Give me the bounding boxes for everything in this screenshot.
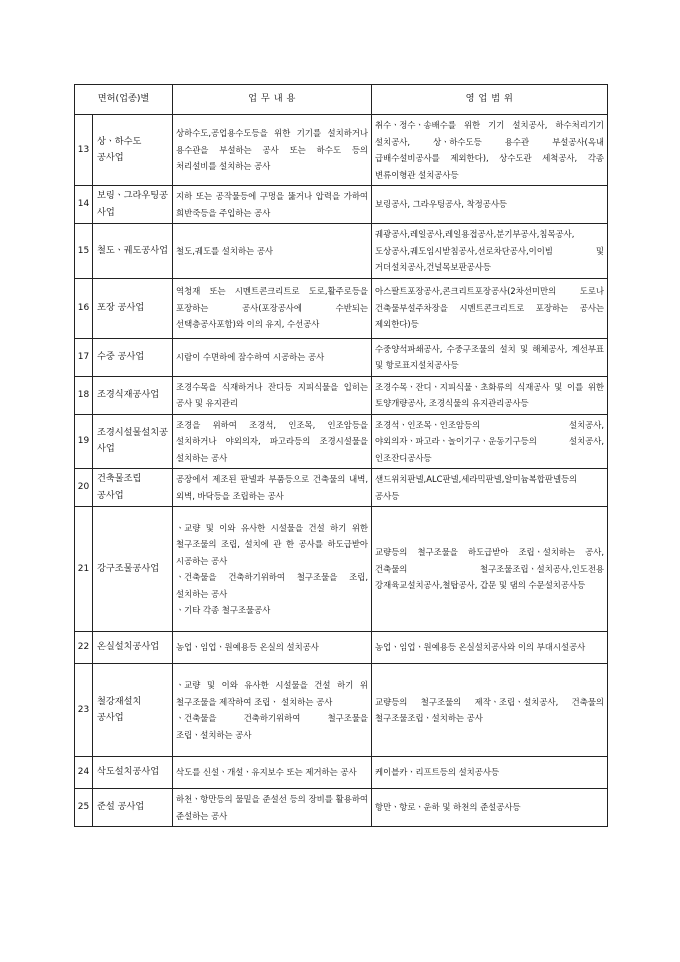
work-content-item: ㆍ건축물을 건축하기위하여 철구조물을 조립, 설치하는 공사: [176, 572, 369, 599]
business-scope-cell: 아스팔트포장공사,콘크리트포장공사(2차선미만의 도로나 건축물부설주차장을 시멘트콘크리트로 포장하는 공사는 제외한다)등: [372, 278, 608, 338]
table-row: [75, 115, 608, 186]
work-content-cell: [173, 186, 372, 224]
license-name: 준설 공사업: [93, 789, 173, 827]
license-table-sheet: [74, 84, 607, 827]
table-row: [75, 224, 608, 279]
license-name: 보링ㆍ그라우팅공사업: [93, 186, 173, 224]
table-row: [75, 789, 608, 827]
table-row: [75, 469, 608, 507]
header-license-type: 면허(업종)별: [75, 85, 173, 115]
row-number: 19: [75, 414, 93, 469]
table-body: [75, 115, 608, 827]
table-row: [75, 664, 608, 757]
business-scope-cell: 샌드위치판넬,ALC판넬,세라믹판넬,알미늄복합판넬등의 공사등: [372, 469, 608, 507]
work-content-item: 조경수목을 식재하거나 잔디등 지피식물을 입히는 공사 및 유지관리: [176, 381, 369, 408]
license-name: 수중 공사업: [93, 338, 173, 376]
row-number: 24: [75, 757, 93, 789]
business-scope-cell: 조경석ㆍ인조목ㆍ인조암등의 설치공사, 야외의자ㆍ파고라ㆍ놀이기구ㆍ운동기구등의 설치공사, 인조잔디공사등: [372, 414, 608, 469]
row-number: 20: [75, 469, 93, 507]
license-name: 삭도설치공사업: [93, 757, 173, 789]
business-scope-cell: 케이블카ㆍ리프트등의 설치공사등: [372, 757, 608, 789]
work-content-item: 지하 또는 공작물등에 구멍을 뚫거나 압력을 가하여 희반죽등을 주입하는 공사: [176, 191, 369, 218]
table-row: [75, 632, 608, 664]
table-row: [75, 757, 608, 789]
license-name: 철강재설치 공사업: [93, 664, 173, 757]
work-content-cell: [173, 376, 372, 414]
business-scope-cell: 항만ㆍ항로ㆍ운하 및 하천의 준설공사등: [372, 789, 608, 827]
table-row: [75, 278, 608, 338]
work-content-cell: [173, 338, 372, 376]
business-scope-cell: 궤광공사,레일공사,레일용접공사,분기부공사,침목공사,도상공사,궤도임시받침공사,선로차단공사,이이빔 및 거더설치공사,건널목보판공사등: [372, 224, 608, 279]
business-scope-cell: 조경수목ㆍ잔디ㆍ지피식물ㆍ초화류의 식재공사 및 이를 위한 토양개량공사, 조경식물의 유지관리공사등: [372, 376, 608, 414]
work-content-item: 상하수도,공업용수도등을 위한 기기를 설치하거나 용수관을 부설하는 공사 또는 하수도 등의 처리설비를 설치하는 공사: [176, 128, 369, 172]
work-content-cell: [173, 469, 372, 507]
row-number: 17: [75, 338, 93, 376]
work-content-item: 조경을 위하여 조경석, 인조목, 인조암등을 설치하거나 야외의자, 파고라등의 조경시설물을 설치하는 공사: [176, 419, 369, 463]
header-business-scope: 영 업 범 위: [372, 85, 608, 115]
work-content-item: 농업ㆍ임업ㆍ원예용등 온실의 설치공사: [176, 642, 319, 653]
license-name: 조경시설물설치공사업: [93, 414, 173, 469]
license-name: 조경식재공사업: [93, 376, 173, 414]
work-content-item: 하천ㆍ항만등의 물밑을 준설선 등의 장비를 활용하여 준설하는 공사: [176, 794, 369, 821]
business-scope-cell: 교량등의 철구조물의 제작ㆍ조립ㆍ설치공사, 건축물의 철구조물조립ㆍ설치하는 공사: [372, 664, 608, 757]
work-content-item: ㆍ기타 각종 철구조물공사: [176, 605, 271, 615]
row-number: 18: [75, 376, 93, 414]
table-row: [75, 414, 608, 469]
business-scope-cell: 취수ㆍ정수ㆍ송배수를 위한 기기 설치공사, 하수처리기기 설치공사, 상ㆍ하수도등 용수관 부설공사(옥내 급배수설비공사를 제외한다), 상수도관 세척공사, 각종 변류이형관 설치공사등: [372, 115, 608, 186]
work-content-cell: [173, 278, 372, 338]
work-content-cell: [173, 115, 372, 186]
work-content-cell: [173, 224, 372, 279]
license-name: 온실설치공사업: [93, 632, 173, 664]
business-scope-cell: 보링공사, 그라우팅공사, 착정공사등: [372, 186, 608, 224]
work-content-cell: [173, 757, 372, 789]
work-content-item: 철도,궤도를 설치하는 공사: [176, 245, 273, 256]
table-header-row: [75, 85, 608, 115]
license-name: 강구조물공사업: [93, 507, 173, 632]
work-content-item: ㆍ교량 및 이와 유사한 시설물을 건설 하기 위한 철구조물의 조립, 설치에 관 한 공사를 하도급받아 시공하는 공사: [176, 522, 369, 566]
license-name: 상ㆍ하수도 공사업: [93, 115, 173, 186]
work-content-cell: [173, 414, 372, 469]
license-name: 건축물조립 공사업: [93, 469, 173, 507]
business-scope-cell: 농업ㆍ임업ㆍ원예용등 온실설치공사와 이의 부대시설공사: [372, 632, 608, 664]
work-content-item: 시람이 수면하에 잠수하여 시공하는 공사: [176, 351, 325, 362]
row-number: 23: [75, 664, 93, 757]
work-content-cell: [173, 632, 372, 664]
license-name: 포장 공사업: [93, 278, 173, 338]
work-content-cell: [173, 664, 372, 757]
business-scope-cell: 교량등의 철구조물을 하도급받아 조립ㆍ설치하는 공사, 건축물의 철구조물조립ㆍ설치공사,인도전용 강재육교설치공사,철탑공사, 갑문 및 댐의 수문설치공사등: [372, 507, 608, 632]
work-content-item: 삭도를 신설ㆍ개설ㆍ유지보수 또는 제거하는 공사: [176, 767, 357, 778]
work-content-cell: [173, 789, 372, 827]
work-content-item: ㆍ교량 및 이와 유사한 시설물을 건설 하기 위 철구조물을 제작하여 조립ㆍ 설치하는 공사: [176, 680, 369, 707]
work-content-item: 역청재 또는 시멘트콘크리트로 도로,활주로등을 포장하는 공사(포장공사에 수반되는 선택층공사포함)와 이의 유지, 수선공사: [176, 286, 369, 330]
license-name: 철도ㆍ궤도공사업: [93, 224, 173, 279]
business-scope-cell: 수중양석파쇄공사, 수중구조물의 설치 및 해체공사, 계선부표 및 항로표지설치공사등: [372, 338, 608, 376]
header-work-content: 업 무 내 용: [173, 85, 372, 115]
row-number: 16: [75, 278, 93, 338]
table-row: [75, 338, 608, 376]
table-row: [75, 507, 608, 632]
row-number: 13: [75, 115, 93, 186]
work-content-item: 공장에서 제조된 판넬과 부품등으로 건축물의 내벽, 외벽, 바닥등을 조립하는 공사: [176, 474, 369, 501]
row-number: 14: [75, 186, 93, 224]
row-number: 21: [75, 507, 93, 632]
work-content-item: ㆍ건축물을 건축하기위하여 철구조물을 조립ㆍ설치하는 공사: [176, 713, 369, 740]
table-row: [75, 186, 608, 224]
row-number: 22: [75, 632, 93, 664]
row-number: 15: [75, 224, 93, 279]
row-number: 25: [75, 789, 93, 827]
table-row: [75, 376, 608, 414]
license-table: [74, 84, 608, 827]
work-content-cell: [173, 507, 372, 632]
